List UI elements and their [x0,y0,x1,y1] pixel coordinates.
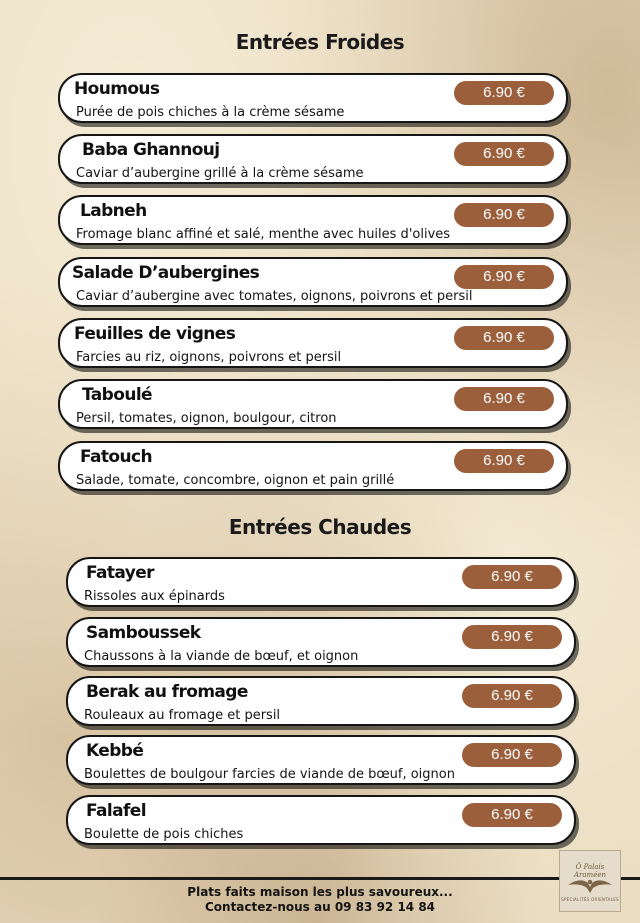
price-badge: 6.90 € [454,449,554,473]
price-badge: 6.90 € [454,326,554,350]
menu-item-card [58,195,568,245]
dish-description: Chaussons à la viande de bœuf, et oignon [84,649,359,664]
price-badge: 6.90 € [462,803,562,827]
price-badge: 6.90 € [454,203,554,227]
dish-name: Berak au fromage [86,682,248,702]
price-badge: 6.90 € [462,565,562,589]
menu-item-card [58,379,568,429]
page-title-chaudes: Entrées Chaudes [228,515,412,539]
price-badge: 6.90 € [454,265,554,289]
dish-name: Feuilles de vignes [74,324,236,344]
menu-item-card [58,73,568,123]
dish-description: Rouleaux au fromage et persil [84,708,281,723]
price-badge: 6.90 € [462,684,562,708]
price-badge: 6.90 € [454,387,554,411]
menu-item-card [66,617,576,667]
dish-description: Salade, tomate, concombre, oignon et pain grillé [76,473,395,488]
dish-name: Falafel [86,801,146,821]
dish-description: Purée de pois chiches à la crème sésame [76,105,345,120]
dish-name: Kebbé [86,741,144,761]
dish-description: Rissoles aux épinards [84,589,225,604]
menu-item-card [58,257,568,307]
menu-item-card [66,676,576,726]
menu-item-card [66,735,576,785]
dish-description: Farcies au riz, oignons, poivrons et persil [76,350,342,365]
price-badge: 6.90 € [462,625,562,649]
dish-description: Persil, tomates, oignon, boulgour, citron [76,411,337,426]
footer-contact: Contactez-nous au 09 83 92 14 84 [204,900,436,914]
page-title-froides: Entrées Froides [235,30,405,54]
menu-item-card [58,441,568,491]
dish-name: Fatayer [86,563,154,583]
menu-item-card [66,557,576,607]
logo-text: Ô Palais Araméen [573,863,606,879]
footer-divider [0,877,640,880]
footer-tagline: Plats faits maison les plus savoureux... [187,885,453,899]
dish-name: Labneh [80,201,147,221]
dish-description: Fromage blanc affiné et salé, menthe avec huiles d'olives [76,227,451,242]
dish-description: Boulettes de boulgour farcies de viande de bœuf, oignon [84,767,455,782]
dish-description: Caviar d’aubergine avec tomates, oignons, poivrons et persil [76,289,473,304]
menu-item-card [58,318,568,368]
menu-item-card [66,795,576,845]
winged-emblem-icon [560,875,620,895]
dish-name: Salade D’aubergines [72,263,260,283]
logo-subtext: SPÉCIALITÉS ORIENTALES [561,897,619,902]
dish-name: Houmous [74,79,160,99]
restaurant-logo [559,850,621,912]
dish-description: Boulette de pois chiches [84,827,244,842]
price-badge: 6.90 € [454,142,554,166]
dish-name: Taboulé [82,385,152,405]
dish-name: Samboussek [86,623,201,643]
dish-name: Baba Ghannouj [82,140,220,160]
menu-item-card [58,134,568,184]
dish-description: Caviar d’aubergine grillé à la crème sésame [76,166,364,181]
price-badge: 6.90 € [462,743,562,767]
price-badge: 6.90 € [454,81,554,105]
dish-name: Fatouch [80,447,152,467]
